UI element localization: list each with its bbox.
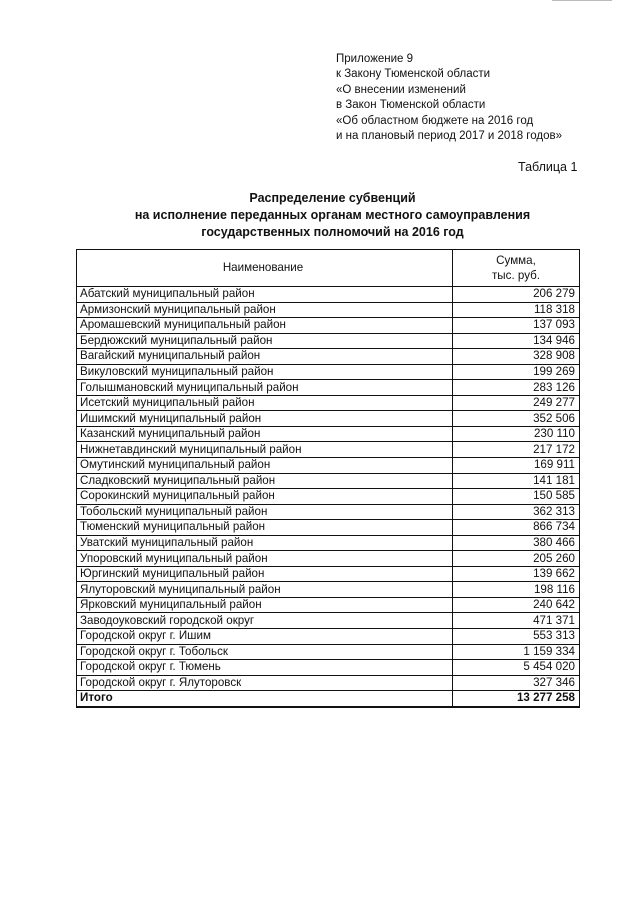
total-label: Итого: [77, 691, 453, 707]
row-sum: 380 466: [453, 535, 580, 551]
table-row: [77, 442, 580, 458]
row-sum: 283 126: [453, 380, 580, 396]
row-name: Заводоуковский городской округ: [77, 613, 453, 629]
table-row: [77, 458, 580, 474]
row-sum: 150 585: [453, 489, 580, 505]
row-sum: 328 908: [453, 349, 580, 365]
total-row: [77, 691, 580, 707]
row-sum: 1 159 334: [453, 644, 580, 660]
table-row: [77, 364, 580, 380]
row-sum: 141 181: [453, 473, 580, 489]
table-row: [77, 613, 580, 629]
row-sum: 134 946: [453, 333, 580, 349]
row-sum: 327 346: [453, 675, 580, 691]
row-name: Исетский муниципальный район: [77, 395, 453, 411]
table-row: [77, 318, 580, 334]
row-name: Городской округ г. Ишим: [77, 629, 453, 645]
table-row: [77, 349, 580, 365]
row-sum: 139 662: [453, 566, 580, 582]
table-row: [77, 520, 580, 536]
row-name: Городской округ г. Тобольск: [77, 644, 453, 660]
row-name: Городской округ г. Ялуторовск: [77, 675, 453, 691]
row-sum: 199 269: [453, 364, 580, 380]
annex-line: к Закону Тюменской области: [336, 68, 491, 81]
row-sum: 118 318: [453, 302, 580, 318]
row-sum: 217 172: [453, 442, 580, 458]
table-row: [77, 535, 580, 551]
row-sum: 230 110: [453, 426, 580, 442]
row-name: Тюменский муниципальный район: [77, 520, 453, 536]
total-sum: 13 277 258: [453, 691, 580, 707]
row-sum: 866 734: [453, 520, 580, 536]
row-sum: 471 371: [453, 613, 580, 629]
subvention-table: [76, 249, 580, 708]
table-row: [77, 333, 580, 349]
annex-line: в Закон Тюменской области: [336, 99, 486, 112]
row-name: Армизонский муниципальный район: [77, 302, 453, 318]
row-name: Викуловский муниципальный район: [77, 364, 453, 380]
table-row: [77, 287, 580, 303]
table-row: [77, 660, 580, 676]
row-sum: 240 642: [453, 597, 580, 613]
annex-line: и на плановый период 2017 и 2018 годов»: [336, 130, 562, 143]
row-name: Ялуторовский муниципальный район: [77, 582, 453, 598]
table-row: [77, 302, 580, 318]
row-name: Бердюжский муниципальный район: [77, 333, 453, 349]
row-sum: 198 116: [453, 582, 580, 598]
table-row: [77, 629, 580, 645]
row-sum: 249 277: [453, 395, 580, 411]
row-sum: 553 313: [453, 629, 580, 645]
row-name: Вагайский муниципальный район: [77, 349, 453, 365]
annex-line: «О внесении изменений: [336, 83, 466, 96]
table-row: [77, 473, 580, 489]
row-sum: 5 454 020: [453, 660, 580, 676]
annex-reference: [336, 52, 626, 144]
row-name: Омутинский муниципальный район: [77, 458, 453, 474]
row-name: Сорокинский муниципальный район: [77, 489, 453, 505]
table-label: Таблица 1: [518, 160, 578, 174]
row-name: Тобольский муниципальный район: [77, 504, 453, 520]
row-name: Абатский муниципальный район: [77, 287, 453, 303]
table-header-row: [77, 250, 580, 287]
table-row: [77, 489, 580, 505]
row-sum: 206 279: [453, 287, 580, 303]
row-name: Голышмановский муниципальный район: [77, 380, 453, 396]
row-sum: 205 260: [453, 551, 580, 567]
table-body: [77, 287, 580, 707]
table-row: [77, 395, 580, 411]
header-name: Наименование: [77, 250, 453, 287]
row-sum: 169 911: [453, 458, 580, 474]
header-sum-line2: тыс. руб.: [492, 269, 540, 282]
row-sum: 352 506: [453, 411, 580, 427]
title-line: Распределение субвенций: [249, 191, 416, 205]
row-name: Городской округ г. Тюмень: [77, 660, 453, 676]
scan-edge-mark: [552, 0, 612, 3]
table-row: [77, 504, 580, 520]
row-sum: 137 093: [453, 318, 580, 334]
row-name: Казанский муниципальный район: [77, 426, 453, 442]
row-name: Сладковский муниципальный район: [77, 473, 453, 489]
table-row: [77, 566, 580, 582]
table-row: [77, 644, 580, 660]
title-line: на исполнение переданных органам местного самоуправления: [134, 208, 531, 222]
header-sum: [453, 250, 580, 287]
annex-line: Приложение 9: [336, 53, 414, 65]
row-name: Аромашевский муниципальный район: [77, 318, 453, 334]
annex-line: «Об областном бюджете на 2016 год: [336, 114, 534, 127]
table-row: [77, 380, 580, 396]
row-name: Нижнетавдинский муниципальный район: [77, 442, 453, 458]
row-sum: 362 313: [453, 504, 580, 520]
row-name: Ярковский муниципальный район: [77, 597, 453, 613]
table-row: [77, 426, 580, 442]
row-name: Юргинский муниципальный район: [77, 566, 453, 582]
header-sum-line1: Сумма,: [496, 254, 536, 267]
table-row: [77, 551, 580, 567]
table-row: [77, 597, 580, 613]
row-name: Упоровский муниципальный район: [77, 551, 453, 567]
row-name: Ишимский муниципальный район: [77, 411, 453, 427]
table-row: [77, 411, 580, 427]
document-title: [70, 190, 595, 241]
row-name: Уватский муниципальный район: [77, 535, 453, 551]
table-row: [77, 582, 580, 598]
table-row: [77, 675, 580, 691]
title-line: государственных полномочий на 2016 год: [201, 225, 464, 239]
